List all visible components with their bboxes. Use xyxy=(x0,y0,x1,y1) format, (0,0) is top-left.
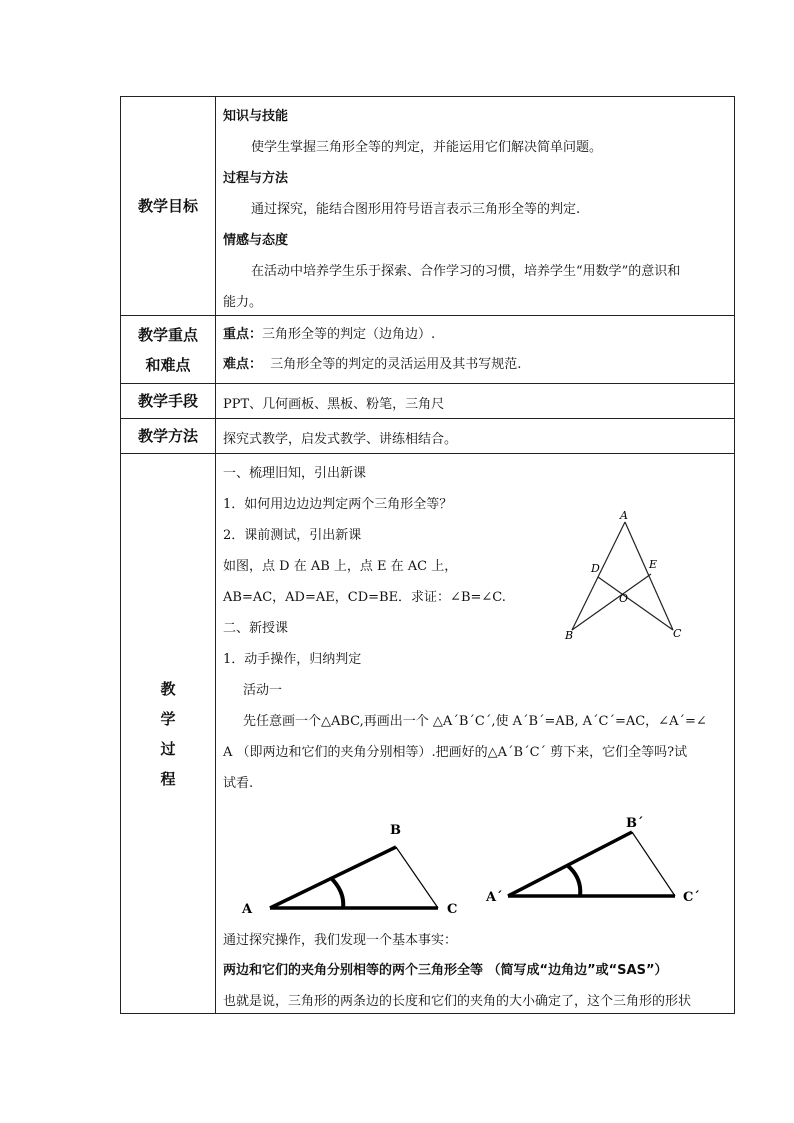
process-line-6: 二、新授课 xyxy=(223,621,289,636)
fig1-label-b: B xyxy=(565,629,574,642)
keypoint-2-tag: 难点： xyxy=(223,357,263,372)
process-line-14: 也就是说，三角形的两条边的长度和它们的夹角的大小确定了，这个三角形的形状 xyxy=(223,994,692,1009)
means-label: 教学手段 xyxy=(121,384,216,418)
sas-statement: 两边和它们的夹角分别相等的两个三角形全等 （简写成“边角边”或“SAS”） xyxy=(223,963,668,978)
objectives-text-1: 使学生掌握三角形全等的判定，并能运用它们解决简单问题。 xyxy=(251,140,603,155)
process-line-10: A （即两边和它们的夹角分别相等）.把画好的△A´B´C´ 剪下来，它们全等吗?试 xyxy=(223,745,688,760)
fig3-angle-arc xyxy=(568,866,580,896)
fig2-label-a: A xyxy=(242,902,253,917)
objectives-row xyxy=(121,97,734,316)
fig3-label-b: B´ xyxy=(626,816,644,831)
keypoints-label-line-2: 和难点 xyxy=(145,355,191,374)
process-label xyxy=(121,454,216,1013)
keypoint-2 xyxy=(223,353,521,372)
process-line-12: 通过探究操作，我们发现一个基本事实： xyxy=(223,933,458,948)
process-label-char-4: 程 xyxy=(160,769,176,788)
fig1-label-a: A xyxy=(620,509,628,522)
objectives-heading-2: 过程与方法 xyxy=(223,171,289,186)
fig2-label-b: B xyxy=(390,823,401,838)
fig1-label-e: E xyxy=(649,558,658,571)
fig1-label-d: D xyxy=(591,562,600,575)
keypoints-label xyxy=(121,316,216,383)
process-line-2: 1．如何用边边边判定两个三角形全等？ xyxy=(223,497,453,512)
objectives-heading-1: 知识与技能 xyxy=(223,109,289,124)
objectives-text-3a: 在活动中培养学生乐于探索、合作学习的习惯，培养学生“用数学”的意识和 xyxy=(251,264,681,279)
triangle-proof-figure xyxy=(555,508,705,648)
process-line-7: 1．动手操作，归纳判定 xyxy=(223,652,362,667)
fig1-segment-ab xyxy=(572,522,625,630)
fig1-label-o: O xyxy=(619,592,629,605)
fig1-segment-be xyxy=(572,574,651,630)
method-content xyxy=(223,419,728,453)
fig3-label-c: C´ xyxy=(683,890,700,905)
fig3-side-bc xyxy=(632,832,675,896)
process-label-char-1: 教 xyxy=(160,679,176,698)
keypoints-label-line-1: 教学重点 xyxy=(137,325,198,344)
process-line-3: 2．课前测试，引出新课 xyxy=(223,528,362,543)
means-row xyxy=(121,384,734,419)
process-line-1: 一、梳理旧知，引出新课 xyxy=(223,466,367,481)
fig3-label-a: A´ xyxy=(486,890,503,905)
means-text: PPT、几何画板、黑板、粉笔，三角尺 xyxy=(223,397,445,412)
fig3-side-ab xyxy=(508,832,632,896)
method-row xyxy=(121,419,734,454)
process-line-4: 如图，点 D 在 AB 上，点 E 在 AC 上， xyxy=(223,559,458,574)
means-content xyxy=(223,384,728,418)
triangle-abc-prime-figure xyxy=(482,808,712,908)
keypoint-1-text: 三角形全等的判定（边角边）. xyxy=(262,327,436,342)
keypoints-row xyxy=(121,316,734,384)
fig2-angle-arc xyxy=(331,878,343,908)
objectives-text-2: 通过探究，能结合图形用符号语言表示三角形全等的判定. xyxy=(251,202,581,217)
process-line-11: 试看. xyxy=(223,776,254,791)
method-label: 教学方法 xyxy=(121,419,216,453)
keypoint-2-text: 三角形全等的判定的灵活运用及其书写规范. xyxy=(270,357,522,372)
triangle-abc-figure xyxy=(236,816,466,920)
process-line-9: 先任意画一个△ABC,再画出一个 △A´B´C´,使 A´B´=AB, A´C´=AC，∠A´=∠ xyxy=(243,714,707,729)
keypoint-1-tag: 重点： xyxy=(223,327,263,342)
objectives-text-3b: 能力。 xyxy=(223,295,263,310)
process-label-char-2: 学 xyxy=(160,709,176,728)
fig2-side-bc xyxy=(396,847,438,908)
objectives-content xyxy=(223,97,728,315)
activity-title: 活动一 xyxy=(243,683,283,698)
process-label-char-3: 过 xyxy=(160,739,176,758)
fig2-label-c: C xyxy=(447,902,458,917)
process-line-5: AB=AC，AD=AE，CD=BE．求证：∠B=∠C. xyxy=(223,590,506,605)
method-text: 探究式教学，启发式教学、讲练相结合。 xyxy=(223,432,458,447)
objectives-label: 教学目标 xyxy=(121,97,216,315)
objectives-heading-3: 情感与态度 xyxy=(223,233,289,248)
keypoints-content xyxy=(223,316,728,383)
fig1-label-c: C xyxy=(673,627,682,640)
keypoint-1 xyxy=(223,323,435,342)
